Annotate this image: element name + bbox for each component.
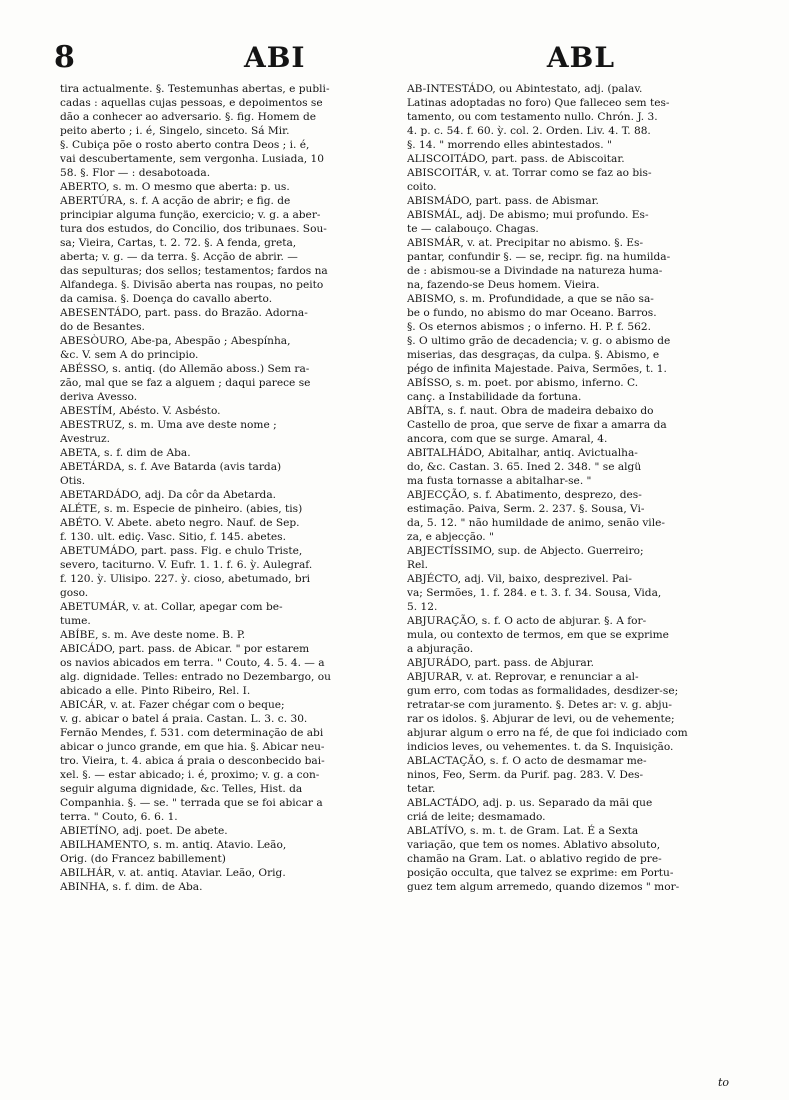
entry-line: ABÍBE, s. m. Ave deste nome. B. P. xyxy=(60,629,246,641)
entry-line: ABJURÁDO, part. pass. de Abjurar. xyxy=(407,657,594,669)
entry-line: aberta; v. g. — da terra. §. Acção de abrir. — xyxy=(60,251,298,263)
entry-line: ABJÉCTO, adj. Vil, baixo, desprezivel. Pai- xyxy=(407,573,632,585)
left-running-head: ABI xyxy=(244,41,306,74)
entry-line: Avestruz. xyxy=(60,433,111,445)
entry-line: ABICÁDO, part. pass. de Abicar. " por estarem xyxy=(60,643,310,655)
entry-line: §. Os eternos abismos ; o inferno. H. P. f. 562. xyxy=(407,321,651,333)
entry-line: ABLATÍVO, s. m. t. de Gram. Lat. É a Sexta xyxy=(407,825,639,837)
entry-line: ABISMÁR, v. at. Precipitar no abismo. §. Es- xyxy=(407,237,644,249)
page-header xyxy=(44,40,745,76)
entry-line: estimação. Paiva, Serm. 2. 237. §. Sousa, Vi- xyxy=(407,503,645,515)
entry-line: ancora, com que se surge. Amaral, 4. xyxy=(407,433,608,445)
entry-line: Alfandega. §. Divisão aberta nas roupas, no peito xyxy=(60,279,324,291)
entry-line: ABJECTÍSSIMO, sup. de Abjecto. Guerreiro; xyxy=(407,545,644,557)
entry-line: ABILHAMENTO, s. m. antiq. Atavio. Leão, xyxy=(60,839,287,851)
entry-line: ABICÁR, v. at. Fazer chégar com o beque; xyxy=(60,699,285,711)
entry-line: f. 120. ỳ. Ulisipo. 227. ỳ. cioso, abetumado, bri xyxy=(60,573,311,585)
entry-line: vai descubertamente, sem vergonha. Lusiada, 10 xyxy=(60,153,324,165)
entry-line: abjurar algum o erro na fé, de que foi indiciado com xyxy=(407,727,688,739)
entry-line: gum erro, com todas as formalidades, desdizer-se; xyxy=(407,685,679,697)
entry-line: tura dos estudos, do Concilio, dos tribunaes. Sou- xyxy=(60,223,327,235)
entry-line: ALÉTE, s. m. Especie de pinheiro. (abies, tis) xyxy=(60,503,303,515)
entry-line: goso. xyxy=(60,587,89,599)
entry-line: ABETUMÁDO, part. pass. Fig. e chulo Triste, xyxy=(60,545,303,557)
entry-line: do, &c. Castan. 3. 65. Ined 2. 348. " se algü xyxy=(407,461,642,473)
entry-line: terra. " Couto, 6. 6. 1. xyxy=(60,811,178,823)
entry-line: seguir alguma dignidade, &c. Telles, Hist. da xyxy=(60,783,303,795)
entry-line: 58. §. Flor — : desabotoada. xyxy=(60,167,211,179)
entry-line: miserias, das desgraças, da culpa. §. Abismo, e xyxy=(407,349,660,361)
entry-line: ABESÒURO, Abe-pa, Abespão ; Abespínha, xyxy=(60,335,291,347)
entry-line: ABLACTAÇÃO, s. f. O acto de desmamar me- xyxy=(407,755,647,767)
entry-line: deriva Avesso. xyxy=(60,391,138,403)
entry-line: da camisa. §. Doença do cavallo aberto. xyxy=(60,293,273,305)
entry-line: Latinas adoptadas no foro) Que falleceo sem tes- xyxy=(407,97,670,109)
entry-line: ABETÁRDA, s. f. Ave Batarda (avis tarda) xyxy=(60,461,282,473)
entry-line: ABÉTO. V. Abete. abeto negro. Nauf. de Sep. xyxy=(60,517,300,529)
entry-line: principiar alguma funçäo, exercicio; v. g. a aber- xyxy=(60,209,321,221)
entry-line: ABJURAR, v. at. Reprovar, e renunciar a al- xyxy=(407,671,639,683)
entry-line: do de Besantes. xyxy=(60,321,145,333)
entry-line: Companhia. §. — se. " terrada que se foi abicar a xyxy=(60,797,323,809)
entry-line: §. 14. " morrendo elles abintestados. " xyxy=(407,139,612,151)
entry-line: ABISMÁL, adj. De abismo; mui profundo. Es- xyxy=(407,209,649,221)
entry-line: ABJURAÇÃO, s. f. O acto de abjurar. §. A for- xyxy=(407,615,647,627)
entry-line: va; Sermões, 1. f. 284. e t. 3. f. 34. Sousa, Vida, xyxy=(407,587,662,599)
catchword: to xyxy=(717,1076,729,1089)
left-column xyxy=(60,82,390,894)
entry-line: ma fusta tornasse a abitalhar-se. " xyxy=(407,475,592,487)
entry-line: ABESTÍM, Abésto. V. Asbésto. xyxy=(60,405,221,417)
entry-line: Rel. xyxy=(407,559,429,571)
entry-line: za, e abjecção. " xyxy=(407,531,494,543)
entry-line: variação, que tem os nomes. Ablativo absoluto, xyxy=(407,839,661,851)
entry-line: ABIETÍNO, adj. poet. De abete. xyxy=(60,825,228,837)
entry-line: §. O ultimo grão de decadencia; v. g. o abismo de xyxy=(407,335,671,347)
entry-line: canç. a Instabilidade da fortuna. xyxy=(407,391,582,403)
entry-line: tira actualmente. §. Testemunhas abertas, e publi- xyxy=(60,83,330,95)
entry-line: be o fundo, no abismo do mar Oceano. Barros. xyxy=(407,307,657,319)
entry-line: na, fazendo-se Deus homem. Vieira. xyxy=(407,279,600,291)
entry-line: ABÉSSO, s. antiq. (do Allemão aboss.) Sem ra- xyxy=(60,363,310,375)
entry-line: ABÍSSO, s. m. poet. por abismo, inferno. C. xyxy=(407,377,639,389)
entry-line: ABISCOITÁR, v. at. Torrar como se faz ao bis- xyxy=(407,167,652,179)
entry-line: tamento, ou com testamento nullo. Chrón. J. 3. xyxy=(407,111,658,123)
entry-line: guez tem algum arremedo, quando dizemos " mor- xyxy=(407,881,680,893)
entry-line: sa; Vieira, Cartas, t. 2. 72. §. A fenda, greta, xyxy=(60,237,297,249)
entry-line: zão, mal que se faz a alguem ; daqui parece se xyxy=(60,377,311,389)
entry-line: ABINHA, s. f. dim. de Aba. xyxy=(60,881,203,893)
entry-line: a abjuração. xyxy=(407,643,474,655)
entry-line: ABESTRUZ, s. m. Uma ave deste nome ; xyxy=(60,419,277,431)
entry-line: ABITALHÁDO, Abitalhar, antiq. Avictualha- xyxy=(407,447,638,459)
entry-line: v. g. abicar o batel á praia. Castan. L. 3. c. 30. xyxy=(60,713,308,725)
entry-line: mula, ou contexto de termos, em que se exprime xyxy=(407,629,669,641)
entry-line: Otis. xyxy=(60,475,86,487)
entry-line: xel. §. — estar abicado; i. é, proximo; v. g. a con- xyxy=(60,769,320,781)
entry-line: ninos, Feo, Serm. da Purif. pag. 283. V. Des- xyxy=(407,769,644,781)
entry-line: alg. dignidade. Telles: entrado no Dezembargo, ou xyxy=(60,671,331,683)
entry-line: ABERTO, s. m. O mesmo que aberta: p. us. xyxy=(60,181,290,193)
entry-line: 5. 12. xyxy=(407,601,438,613)
entry-line: ABESENTÁDO, part. pass. do Brazão. Adorna- xyxy=(60,307,308,319)
entry-line: &c. V. sem A do principio. xyxy=(60,349,199,361)
entry-line: das sepulturas; dos sellos; testamentos; fardos na xyxy=(60,265,328,277)
entry-line: tetar. xyxy=(407,783,436,795)
right-running-head: ABL xyxy=(546,41,615,74)
entry-line: pantar, confundir §. — se, recipr. fig. na humilda- xyxy=(407,251,671,263)
entry-line: Castello de proa, que serve de fixar a amarra da xyxy=(407,419,667,431)
entry-line: f. 130. ult. ediç. Vasc. Sitio, f. 145. abetes. xyxy=(60,531,286,543)
entry-line: indicios leves, ou vehementes. t. da S. Inquisição. xyxy=(407,741,674,753)
page-number: 8 xyxy=(54,40,75,75)
entry-line: ABETARDÁDO, adj. Da côr da Abetarda. xyxy=(60,489,277,501)
entry-line: Fernão Mendes, f. 531. com determinação de abi xyxy=(60,727,324,739)
entry-line: Orig. (do Francez babillement) xyxy=(60,853,226,865)
entry-line: cadas : aquellas cujas pessoas, e depoimentos se xyxy=(60,97,323,109)
entry-line: §. Cubiça põe o rosto aberto contra Deos ; i. é, xyxy=(60,139,310,151)
entry-line: te — calabouço. Chagas. xyxy=(407,223,539,235)
entry-line: dão a conhecer ao adversario. §. fig. Homem de xyxy=(60,111,317,123)
entry-line: posição occulta, que talvez se exprime: em Portu- xyxy=(407,867,674,879)
entry-line: ALISCOITÁDO, part. pass. de Abiscoitar. xyxy=(407,153,625,165)
entry-line: ABERTÚRA, s. f. A acção de abrir; e fig. de xyxy=(60,195,291,207)
entry-line: pégo de infinita Majestade. Paiva, Sermões, t. 1. xyxy=(407,363,667,375)
right-column xyxy=(407,82,739,894)
entry-line: ABETA, s. f. dim de Aba. xyxy=(60,447,191,459)
entry-line: criá de leite; desmamado. xyxy=(407,811,546,823)
entry-line: coito. xyxy=(407,181,437,193)
entry-line: chamão na Gram. Lat. o ablativo regido de pre- xyxy=(407,853,662,865)
entry-line: de : abismou-se a Divindade na natureza huma- xyxy=(407,265,663,277)
entry-line: abicado a elle. Pinto Ribeiro, Rel. I. xyxy=(60,685,251,697)
entry-line: rar os idolos. §. Abjurar de levi, ou de vehemente; xyxy=(407,713,675,725)
entry-line: da, 5. 12. " não humildade de animo, senão vile- xyxy=(407,517,665,529)
entry-line: retratar-se com juramento. §. Detes ar: v. g. abju- xyxy=(407,699,672,711)
entry-line: ABISMO, s. m. Profundidade, a que se não sa- xyxy=(407,293,654,305)
entry-line: AB-INTESTÁDO, ou Abintestato, adj. (palav. xyxy=(407,83,643,95)
entry-line: abicar o junco grande, em que hia. §. Abicar neu- xyxy=(60,741,325,753)
entry-line: ABISMÁDO, part. pass. de Abismar. xyxy=(407,195,599,207)
entry-line: os navios abicados em terra. " Couto, 4. 5. 4. — a xyxy=(60,657,325,669)
entry-line: ABJECÇÃO, s. f. Abatimento, desprezo, des- xyxy=(407,489,642,501)
entry-line: ABILHÁR, v. at. antiq. Ataviar. Leão, Orig. xyxy=(60,867,286,879)
entry-line: ABETUMÁR, v. at. Collar, apegar com be- xyxy=(60,601,283,613)
entry-line: tro. Vieira, t. 4. abica á praia o desconbecido bai- xyxy=(60,755,325,767)
entry-line: peito aberto ; i. é, Singelo, sinceto. Sá Mir. xyxy=(60,125,290,137)
entry-line: 4. p. c. 54. f. 60. ỳ. col. 2. Orden. Liv. 4. T. 88. xyxy=(407,125,651,137)
entry-line: ABÍTA, s. f. naut. Obra de madeira debaixo do xyxy=(407,405,654,417)
entry-line: ABLACTÁDO, adj. p. us. Separado da mãi que xyxy=(407,797,653,809)
entry-line: tume. xyxy=(60,615,91,627)
entry-line: severo, taciturno. V. Eufr. 1. 1. f. 6. ỳ. Aulegraf. xyxy=(60,559,313,571)
